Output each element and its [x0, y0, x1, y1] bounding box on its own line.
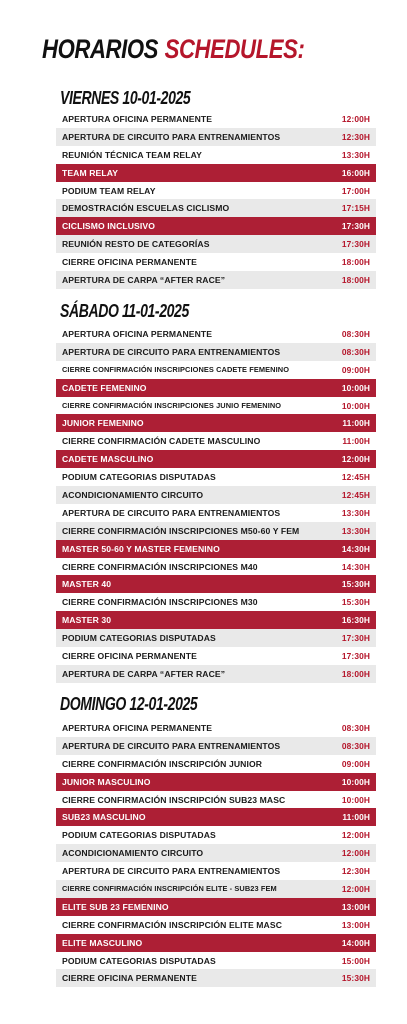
- schedule-table-sunday: [56, 719, 376, 987]
- schedule-row: [56, 450, 376, 468]
- activity-label: APERTURA DE CIRCUITO PARA ENTRENAMIENTOS: [62, 131, 281, 142]
- schedule-row: [56, 468, 376, 486]
- activity-time: 10:00H: [341, 776, 370, 787]
- schedule-row: [56, 414, 376, 432]
- activity-label: PODIUM TEAM RELAY: [62, 185, 156, 196]
- activity-time: 13:30H: [341, 507, 370, 518]
- schedule-row: [56, 558, 376, 576]
- day-title-saturday: SÁBADO 11-01-2025: [60, 301, 189, 321]
- activity-time: 14:00H: [341, 937, 370, 948]
- activity-time: 10:00H: [341, 400, 370, 411]
- schedule-row: [56, 271, 376, 289]
- schedule-row: [56, 199, 376, 217]
- schedule-row: [56, 611, 376, 629]
- schedule-row: [56, 952, 376, 970]
- activity-label: REUNIÓN TÉCNICA TEAM RELAY: [62, 149, 202, 160]
- activity-label: CIERRE CONFIRMACIÓN INSCRIPCIÓN SUB23 MASC: [62, 794, 286, 805]
- schedule-row: [56, 182, 376, 200]
- activity-time: 12:30H: [341, 866, 370, 877]
- schedule-row: [56, 575, 376, 593]
- schedule-row: [56, 880, 376, 898]
- activity-time: 16:00H: [341, 167, 370, 178]
- schedule-row: [56, 593, 376, 611]
- activity-label: APERTURA OFICINA PERMANENTE: [62, 722, 213, 733]
- activity-label: TEAM RELAY: [62, 167, 119, 178]
- activity-label: MASTER 30: [62, 615, 112, 626]
- activity-time: 13:30H: [341, 525, 370, 536]
- activity-label: PODIUM CATEGORIAS DISPUTADAS: [62, 472, 216, 483]
- activity-label: CADETE FEMENINO: [62, 382, 147, 393]
- schedule-row: [56, 862, 376, 880]
- activity-label: JUNIOR FEMENINO: [62, 418, 144, 429]
- schedule-row: [56, 647, 376, 665]
- activity-time: 08:30H: [341, 740, 370, 751]
- schedule-row: [56, 504, 376, 522]
- activity-time: 08:30H: [341, 346, 370, 357]
- activity-time: 08:30H: [341, 722, 370, 733]
- schedule-row: [56, 146, 376, 164]
- day-title-sunday: DOMINGO 12-01-2025: [60, 694, 198, 714]
- activity-label: CIERRE OFICINA PERMANENTE: [62, 650, 197, 661]
- activity-time: 12:45H: [341, 472, 370, 483]
- title-schedules: SCHEDULES:: [164, 34, 305, 64]
- activity-time: 15:00H: [341, 955, 370, 966]
- activity-time: 14:30H: [341, 561, 370, 572]
- schedule-row: [56, 737, 376, 755]
- schedule-row: [56, 969, 376, 987]
- activity-time: 12:45H: [341, 489, 370, 500]
- activity-label: CIERRE CONFIRMACIÓN INSCRIPCIONES CADETE FEMENINO: [62, 365, 290, 375]
- schedule-row: [56, 235, 376, 253]
- activity-label: JUNIOR MASCULINO: [62, 776, 151, 787]
- activity-label: CIERRE OFICINA PERMANENTE: [62, 973, 197, 984]
- activity-label: CICLISMO INCLUSIVO: [62, 221, 155, 232]
- activity-time: 11:00H: [342, 418, 370, 429]
- schedule-row: [56, 486, 376, 504]
- activity-time: 11:00H: [342, 436, 370, 447]
- activity-time: 15:30H: [341, 597, 370, 608]
- schedule-row: [56, 522, 376, 540]
- schedule-row: [56, 808, 376, 826]
- activity-label: CIERRE CONFIRMACIÓN INSCRIPCIÓN JUNIOR: [62, 758, 263, 769]
- schedule-row: [56, 719, 376, 737]
- activity-label: CIERRE CONFIRMACIÓN INSCRIPCIÓN ELITE MASC: [62, 919, 283, 930]
- activity-time: 15:30H: [341, 579, 370, 590]
- page-title: [42, 34, 304, 65]
- activity-label: MASTER 50-60 Y MASTER FEMENINO: [62, 543, 220, 554]
- activity-label: ELITE MASCULINO: [62, 937, 143, 948]
- schedule-row: [56, 916, 376, 934]
- activity-time: 17:30H: [341, 633, 370, 644]
- activity-time: 12:30H: [341, 131, 370, 142]
- activity-label: APERTURA DE CIRCUITO PARA ENTRENAMIENTOS: [62, 346, 281, 357]
- activity-time: 13:00H: [341, 901, 370, 912]
- activity-time: 12:00H: [341, 454, 370, 465]
- activity-label: PODIUM CATEGORIAS DISPUTADAS: [62, 830, 216, 841]
- activity-time: 10:00H: [341, 794, 370, 805]
- activity-label: CIERRE CONFIRMACIÓN CADETE MASCULINO: [62, 436, 261, 447]
- schedule-table-saturday: [56, 325, 376, 683]
- schedule-row: [56, 128, 376, 146]
- schedule-row: [56, 934, 376, 952]
- schedule-row: [56, 665, 376, 683]
- schedule-row: [56, 629, 376, 647]
- activity-label: CIERRE CONFIRMACIÓN INSCRIPCIONES M50-60 Y FEM: [62, 525, 300, 536]
- activity-time: 12:00H: [341, 883, 370, 894]
- activity-time: 17:30H: [341, 239, 370, 250]
- activity-label: APERTURA DE CIRCUITO PARA ENTRENAMIENTOS: [62, 866, 281, 877]
- schedule-row: [56, 253, 376, 271]
- activity-time: 13:30H: [341, 149, 370, 160]
- schedule-row: [56, 164, 376, 182]
- activity-label: PODIUM CATEGORIAS DISPUTADAS: [62, 633, 216, 644]
- activity-label: CIERRE CONFIRMACIÓN INSCRIPCIONES JUNIO FEMENINO: [62, 401, 282, 410]
- activity-label: ACONDICIONAMIENTO CIRCUITO: [62, 489, 204, 500]
- activity-label: APERTURA DE CARPA “AFTER RACE”: [62, 668, 226, 679]
- schedule-row: [56, 397, 376, 415]
- activity-time: 14:30H: [341, 543, 370, 554]
- schedule-row: [56, 110, 376, 128]
- schedule-row: [56, 844, 376, 862]
- schedule-row: [56, 361, 376, 379]
- activity-time: 17:30H: [341, 221, 370, 232]
- activity-label: CIERRE CONFIRMACIÓN INSCRIPCIONES M40: [62, 561, 258, 572]
- schedule-row: [56, 217, 376, 235]
- activity-label: DEMOSTRACIÓN ESCUELAS CICLISMO: [62, 203, 230, 214]
- schedule-row: [56, 791, 376, 809]
- activity-time: 15:30H: [341, 973, 370, 984]
- activity-time: 12:00H: [341, 830, 370, 841]
- activity-time: 09:00H: [341, 758, 370, 769]
- activity-label: CIERRE CONFIRMACIÓN INSCRIPCIÓN ELITE - SUB23 FEM: [62, 884, 277, 894]
- activity-label: ELITE SUB 23 FEMENINO: [62, 901, 169, 912]
- activity-time: 17:30H: [341, 650, 370, 661]
- activity-label: APERTURA DE CARPA “AFTER RACE”: [62, 274, 226, 285]
- activity-time: 17:15H: [341, 203, 370, 214]
- activity-time: 10:00H: [341, 382, 370, 393]
- schedule-row: [56, 325, 376, 343]
- schedule-row: [56, 826, 376, 844]
- activity-label: PODIUM CATEGORIAS DISPUTADAS: [62, 955, 216, 966]
- activity-time: 08:30H: [341, 328, 370, 339]
- activity-label: CADETE MASCULINO: [62, 454, 154, 465]
- activity-label: APERTURA OFICINA PERMANENTE: [62, 328, 213, 339]
- schedule-row: [56, 773, 376, 791]
- schedule-row: [56, 343, 376, 361]
- activity-label: MASTER 40: [62, 579, 112, 590]
- title-horarios: HORARIOS: [42, 34, 159, 64]
- activity-time: 12:00H: [341, 113, 370, 124]
- activity-time: 18:00H: [341, 274, 370, 285]
- schedule-row: [56, 379, 376, 397]
- activity-label: ACONDICIONAMIENTO CIRCUITO: [62, 848, 204, 859]
- schedule-row: [56, 432, 376, 450]
- activity-label: SUB23 MASCULINO: [62, 812, 146, 823]
- activity-time: 09:00H: [341, 364, 370, 375]
- activity-label: APERTURA DE CIRCUITO PARA ENTRENAMIENTOS: [62, 740, 281, 751]
- activity-label: REUNIÓN RESTO DE CATEGORÍAS: [62, 239, 210, 250]
- activity-time: 11:00H: [342, 812, 370, 823]
- activity-time: 18:00H: [341, 668, 370, 679]
- activity-time: 13:00H: [341, 919, 370, 930]
- activity-time: 16:30H: [341, 615, 370, 626]
- activity-time: 18:00H: [341, 257, 370, 268]
- schedule-table-friday: [56, 110, 376, 289]
- activity-time: 12:00H: [341, 848, 370, 859]
- schedule-row: [56, 898, 376, 916]
- activity-label: CIERRE CONFIRMACIÓN INSCRIPCIONES M30: [62, 597, 258, 608]
- day-title-friday: VIERNES 10-01-2025: [60, 88, 191, 108]
- activity-label: APERTURA OFICINA PERMANENTE: [62, 113, 213, 124]
- activity-label: APERTURA DE CIRCUITO PARA ENTRENAMIENTOS: [62, 507, 281, 518]
- activity-label: CIERRE OFICINA PERMANENTE: [62, 257, 197, 268]
- schedule-row: [56, 540, 376, 558]
- schedule-row: [56, 755, 376, 773]
- activity-time: 17:00H: [341, 185, 370, 196]
